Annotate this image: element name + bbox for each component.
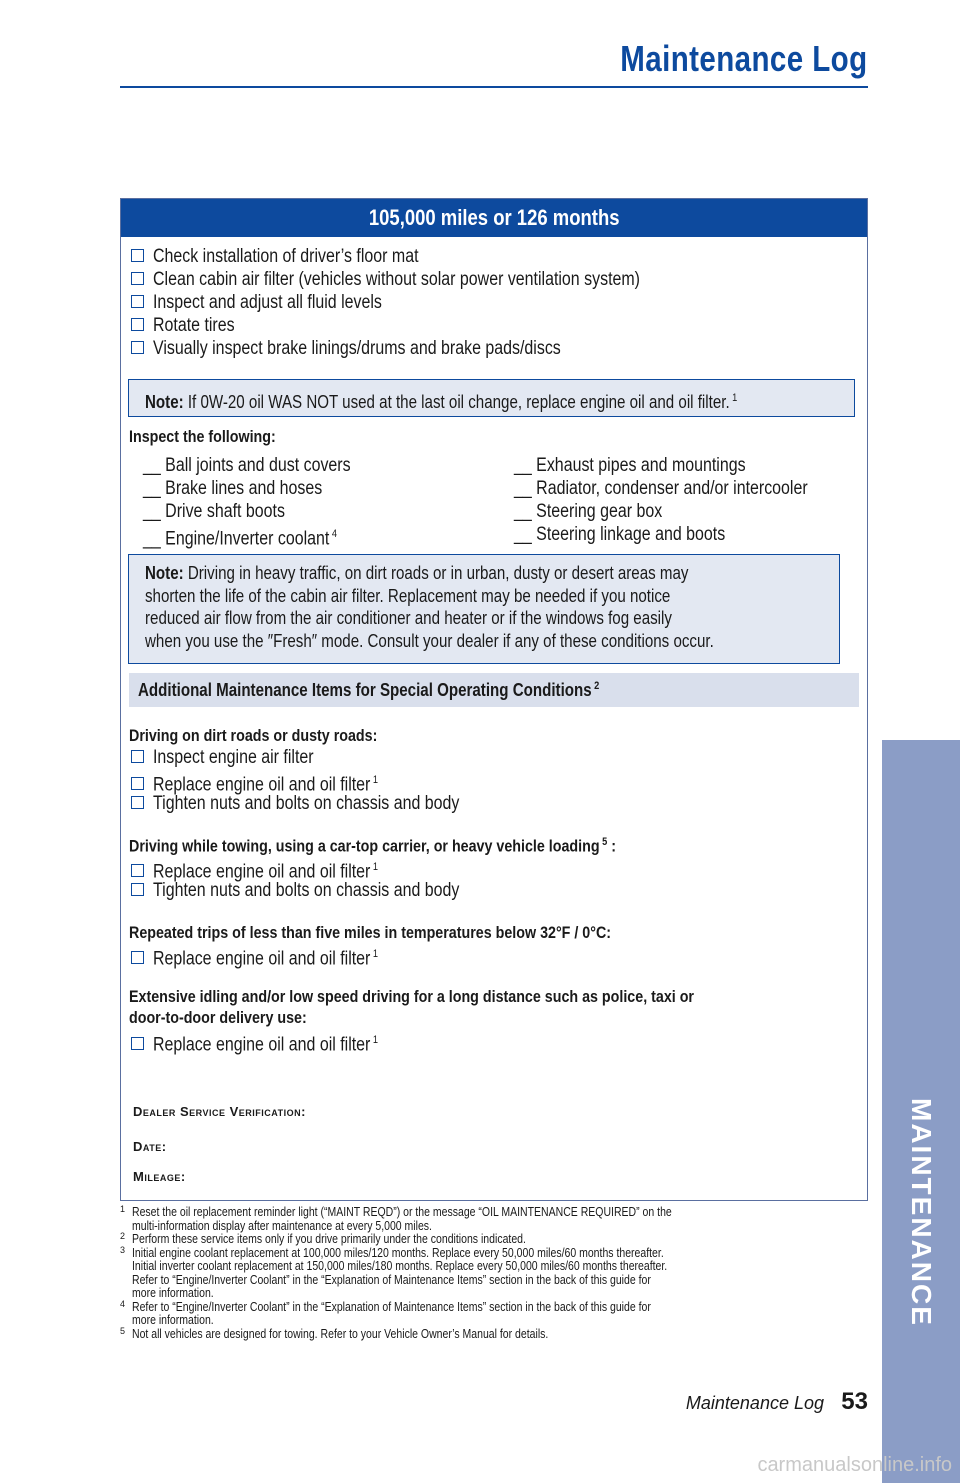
title-rule: [120, 86, 868, 88]
footnote: 5 Not all vehicles are designed for towing. Refer to your Vehicle Owner’s Manual for details.: [120, 1325, 549, 1341]
inspect-item: __ Drive shaft boots: [143, 501, 285, 522]
page-number: 53: [841, 1388, 868, 1415]
special-conditions-title: Additional Maintenance Items for Special Operating Conditions: [138, 680, 592, 700]
checkbox-icon[interactable]: [131, 883, 144, 896]
inspect-item: __ Steering gear box: [514, 501, 663, 522]
footnote: 2 Perform these service items only if you drive primarily under the conditions indicated.: [120, 1231, 526, 1246]
side-tab-label: [905, 1098, 937, 1174]
checklist-item: Check installation of driver’s floor mat: [131, 245, 469, 268]
inspect-heading: Inspect the following:: [129, 427, 276, 446]
interval-header: 105,000 miles or 126 months: [121, 199, 867, 237]
checkbox-icon[interactable]: [131, 272, 144, 285]
cabin-filter-note: Note: Driving in heavy traffic, on dirt roads or in urban, dusty or desert areas may shorten the life of the cabin air filter. Replacement may be needed if you notice reduced air flow from the air conditioner and heater or if the windows fog easily when you use the ″Fresh″ mode. Consult your dealer if any of these conditions occur.: [128, 554, 840, 664]
checkbox-icon[interactable]: [131, 864, 144, 877]
towing-heading: Driving while towing, using a car-top carrier, or heavy vehicle loading $^5$ :: [129, 836, 616, 856]
checkbox-icon[interactable]: [131, 341, 144, 354]
checkbox-icon[interactable]: [131, 777, 144, 790]
checklist-item: Rotate tires: [131, 314, 250, 337]
special-conditions-bar: Additional Maintenance Items for Special Operating Conditions $^2$: [129, 673, 859, 707]
checkbox-icon[interactable]: [131, 249, 144, 262]
footnote: 3 Initial engine coolant replacement at 100,000 miles/120 months. Replace every 50,000 miles/60 months thereafter. Initial inverter coolant replacement at 150,000 miles/180 months. Replace every 50,000 miles/60 months thereafter. Refer to “Engine/Inverter Coolant” in the “Explanation of Maintenance Items” section in the back of this guide for more information.: [120, 1244, 668, 1300]
date-label: Date:: [133, 1139, 167, 1154]
checklist-item: Replace engine oil and oil filter $^1$: [131, 856, 421, 879]
checkbox-icon[interactable]: [131, 750, 144, 763]
inspect-item: __ Exhaust pipes and mountings: [514, 455, 746, 476]
checkbox-icon[interactable]: [131, 1037, 144, 1050]
checklist-item: Replace engine oil and oil filter $^1$: [131, 943, 421, 966]
idling-heading: Extensive idling and/or low speed driving for a long distance such as police, taxi or: [129, 987, 694, 1006]
checklist-item: Clean cabin air filter (vehicles without solar power ventilation system): [131, 268, 733, 291]
inspect-item: __ Steering linkage and boots: [514, 524, 726, 545]
footnotes: [120, 1206, 868, 1341]
idling-heading-cont: door-to-door delivery use:: [129, 1008, 307, 1027]
checklist-item: Replace engine oil and oil filter $^1$: [131, 1029, 421, 1052]
checklist-item: Visually inspect brake linings/drums and brake pads/discs: [131, 337, 638, 360]
maintenance-box: [120, 198, 868, 1201]
dirt-roads-heading: Driving on dirt roads or dusty roads:: [129, 726, 378, 745]
checklist-item: Inspect and adjust all fluid levels: [131, 291, 426, 314]
footnote: 4 Refer to “Engine/Inverter Coolant” in the “Explanation of Maintenance Items” section in the back of this guide for more information.: [120, 1298, 651, 1327]
oil-note: Note: If 0W-20 oil WAS NOT used at the last oil change, replace engine oil and oil filter. $^1$: [128, 379, 855, 417]
dealer-verification-label: Dealer Service Verification:: [133, 1104, 306, 1119]
checklist-item: Inspect engine air filter: [131, 746, 344, 769]
checkbox-icon[interactable]: [131, 295, 144, 308]
checklist-item: Replace engine oil and oil filter $^1$: [131, 769, 421, 792]
page-title: Maintenance Log: [620, 38, 868, 79]
short-trips-heading: Repeated trips of less than five miles in temperatures below 32°F / 0°C:: [129, 923, 612, 942]
watermark: carmanualsonline.info: [757, 1454, 952, 1476]
inspect-item: __ Engine/Inverter coolant $^4$: [143, 528, 337, 550]
checklist-item: Tighten nuts and bolts on chassis and body: [131, 879, 518, 902]
inspect-item: __ Ball joints and dust covers: [143, 455, 351, 476]
inspect-item: __ Brake lines and hoses: [143, 478, 323, 499]
footnote: 1 Reset the oil replacement reminder light (“MAINT REQD”) or the message “OIL MAINTENANCE REQUIRED” on the multi-information display after maintenance at every 5,000 miles.: [120, 1204, 672, 1233]
checkbox-icon[interactable]: [131, 318, 144, 331]
checkbox-icon[interactable]: [131, 951, 144, 964]
checklist-item: Tighten nuts and bolts on chassis and body: [131, 792, 518, 815]
footer-label: Maintenance Log: [685, 1393, 824, 1413]
mileage-label: Mileage:: [133, 1169, 186, 1184]
inspect-item: __ Radiator, condenser and/or intercooler: [514, 478, 808, 499]
checkbox-icon[interactable]: [131, 796, 144, 809]
